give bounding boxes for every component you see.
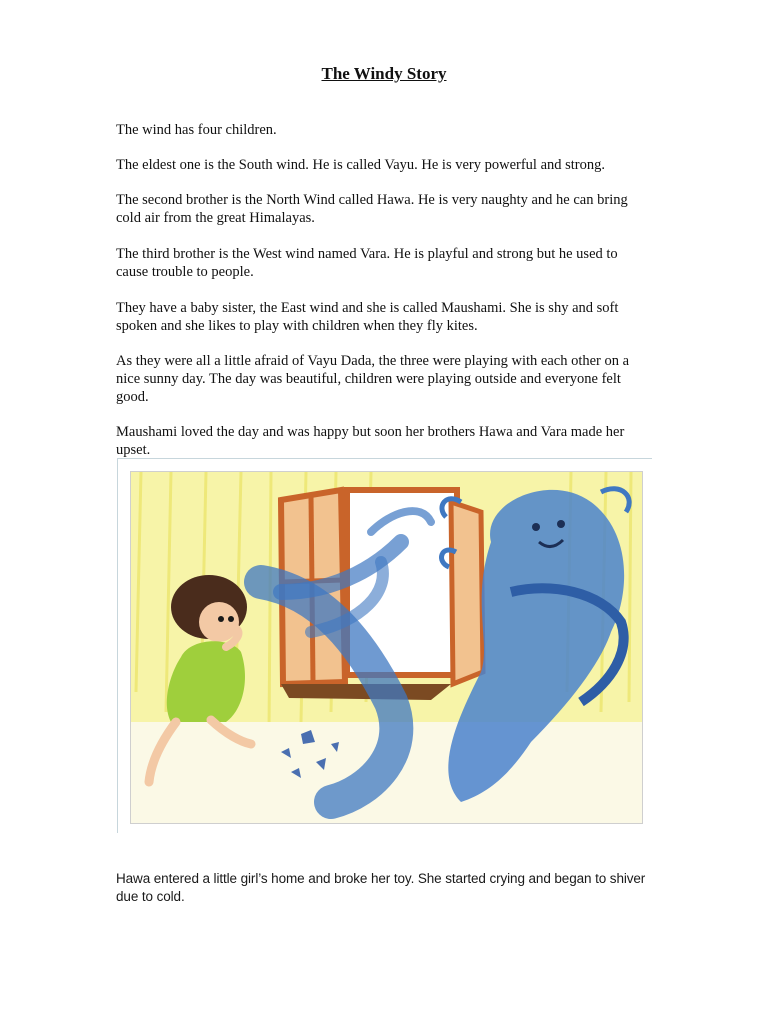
paragraph-1: The wind has four children. bbox=[116, 122, 277, 138]
illustration-frame bbox=[130, 471, 643, 824]
story-illustration bbox=[117, 458, 652, 833]
paragraph-7: Maushami loved the day and was happy but soon her brothers Hawa and Vara made her upset. bbox=[116, 424, 625, 458]
illustration-caption: Hawa entered a little girl’s home and broke her toy. She started crying and began to shiver due to cold. bbox=[116, 871, 646, 904]
paragraph-2: The eldest one is the South wind. He is called Vayu. He is very powerful and strong. bbox=[116, 157, 606, 173]
wind-girl-illustration bbox=[131, 472, 642, 823]
paragraph-3: The second brother is the North Wind called Hawa. He is very naughty and he can bring cold air from the great Himalayas. bbox=[116, 192, 628, 226]
paragraph-6: As they were all a little afraid of Vayu Dada, the three were playing with each other on a nice sunny day. The day was beautiful, children were playing outside and everyone felt good. bbox=[116, 353, 630, 405]
paragraph-5: They have a baby sister, the East wind and she is called Maushami. She is shy and soft spoken and she likes to play with children when they fly kites. bbox=[116, 300, 619, 334]
paragraph-4: The third brother is the West wind named Vara. He is playful and strong but he used to cause trouble to people. bbox=[116, 246, 618, 280]
page-title: The Windy Story bbox=[321, 64, 447, 83]
